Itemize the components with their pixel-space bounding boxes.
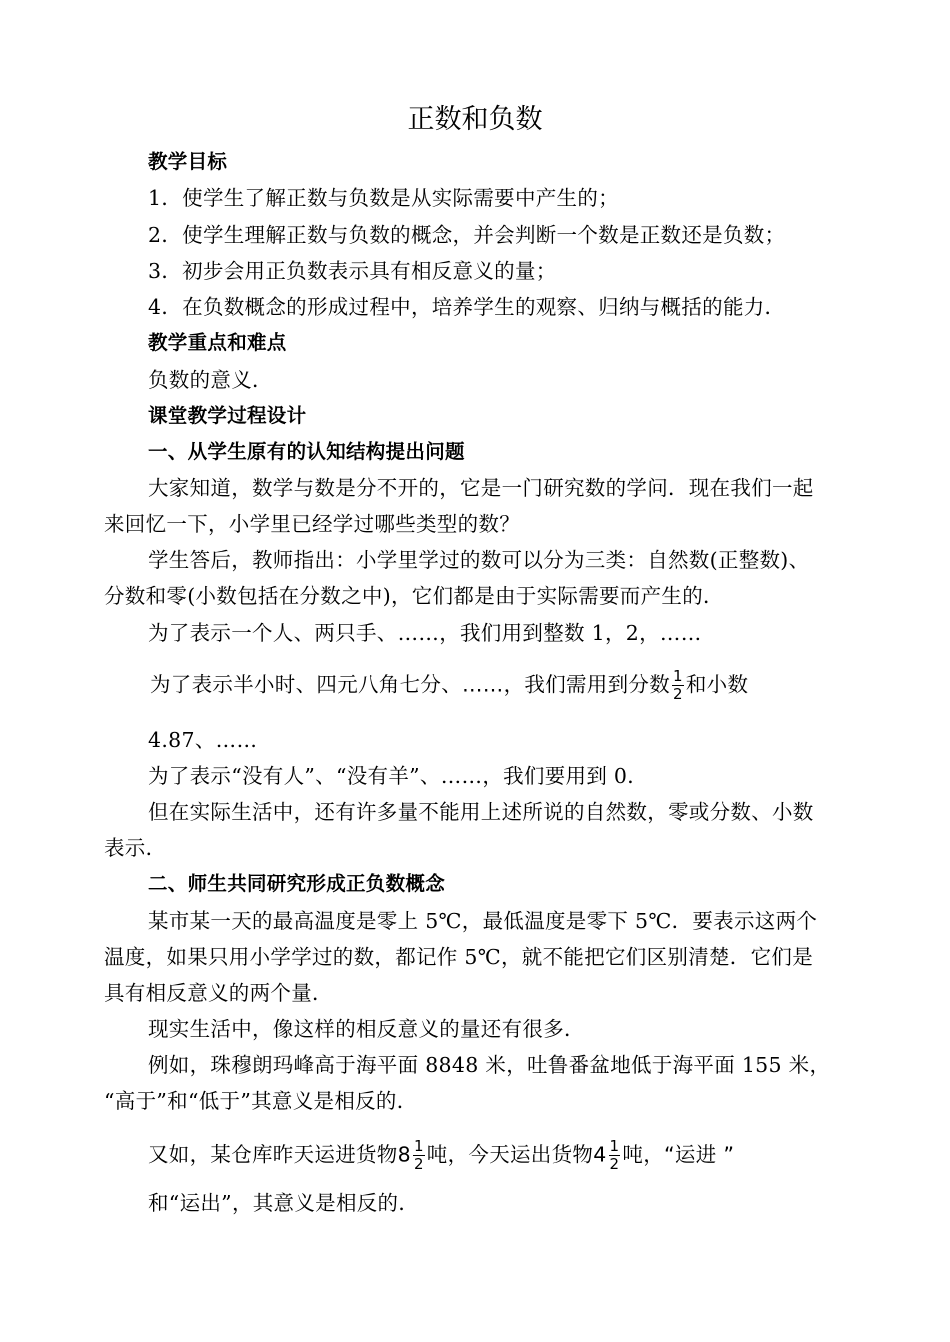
page-title: 正数和负数 [407,104,543,135]
heading-section-1: 一、从学生原有的认知结构提出问题 [148,440,465,463]
paragraph-4-line-2: 4.87、…… [148,728,258,752]
fraction-denominator: 2 [609,1155,620,1173]
paragraph-7-line-1: 某市某一天的最高温度是零上 5℃，最低温度是零下 5℃．要表示这两个 [148,909,818,933]
paragraph-2-line-1: 学生答后，教师指出：小学里学过的数可以分为三类：自然数(正整数)、 [148,548,810,572]
mixed-number-1-whole: 8 [397,1142,411,1167]
mixed-number-2-whole: 4 [593,1142,607,1167]
mixed-number-1-fraction [413,1138,425,1173]
paragraph-10-text-b: 吨，今天运出货物 [426,1142,594,1167]
paragraph-10-text-c: 吨，“运进 ” [622,1142,735,1167]
objective-2: 2．使学生理解正数与负数的概念，并会判断一个数是正数还是负数； [148,223,786,247]
paragraph-6-line-2: 表示． [104,836,167,860]
paragraph-9-line-1: 例如，珠穆朗玛峰高于海平面 8848 米，吐鲁番盆地低于海平面 155 米， [148,1053,831,1077]
fraction-half [672,668,684,703]
paragraph-7-line-3: 具有相反意义的两个量． [104,981,333,1005]
paragraph-9-line-2: “高于”和“低于”其意义是相反的． [104,1089,418,1113]
fraction-numerator: 1 [609,1137,620,1155]
heading-key-points: 教学重点和难点 [148,331,287,354]
paragraph-10-line-1 [148,1138,734,1173]
paragraph-8: 现实生活中，像这样的相反意义的量还有很多． [148,1017,585,1041]
fraction-denominator: 2 [413,1155,424,1173]
paragraph-4-text-before: 为了表示半小时、四元八角七分、……，我们需用到分数 [150,672,670,697]
objective-1: 1．使学生了解正数与负数是从实际需要中产生的； [148,186,619,210]
paragraph-1-line-1: 大家知道，数学与数是分不开的，它是一门研究数的学问．现在我们一起 [148,476,814,500]
paragraph-7-line-2: 温度，如果只用小学学过的数，都记作 5℃，就不能把它们区别清楚．它们是 [104,945,813,969]
objective-4: 4．在负数概念的形成过程中，培养学生的观察、归纳与概括的能力． [148,295,786,319]
paragraph-4-line-1 [150,668,748,703]
heading-objectives: 教学目标 [148,150,228,173]
heading-section-2: 二、师生共同研究形成正负数概念 [148,872,446,895]
fraction-numerator: 1 [413,1137,424,1155]
paragraph-5: 为了表示“没有人”、“没有羊”、……，我们要用到 0． [148,764,649,788]
heading-process: 课堂教学过程设计 [148,404,307,427]
fraction-denominator: 2 [673,685,683,703]
paragraph-10-line-2: 和“运出”，其意义是相反的． [148,1191,420,1215]
paragraph-10-text-a: 又如，某仓库昨天运进货物 [148,1142,398,1167]
paragraph-6-line-1: 但在实际生活中，还有许多量不能用上述所说的自然数，零或分数、小数 [148,800,814,824]
key-points-text: 负数的意义． [148,368,273,392]
fraction-numerator: 1 [673,667,683,685]
paragraph-1-line-2: 来回忆一下，小学里已经学过哪些类型的数？ [104,512,520,536]
objective-3: 3．初步会用正负数表示具有相反意义的量； [148,259,557,283]
mixed-number-2-fraction [609,1138,621,1173]
paragraph-3: 为了表示一个人、两只手、……，我们用到整数 1，2，…… [148,621,702,645]
paragraph-2-line-2: 分数和零(小数包括在分数之中)，它们都是由于实际需要而产生的． [104,584,724,608]
paragraph-4-text-after: 和小数 [685,672,749,697]
